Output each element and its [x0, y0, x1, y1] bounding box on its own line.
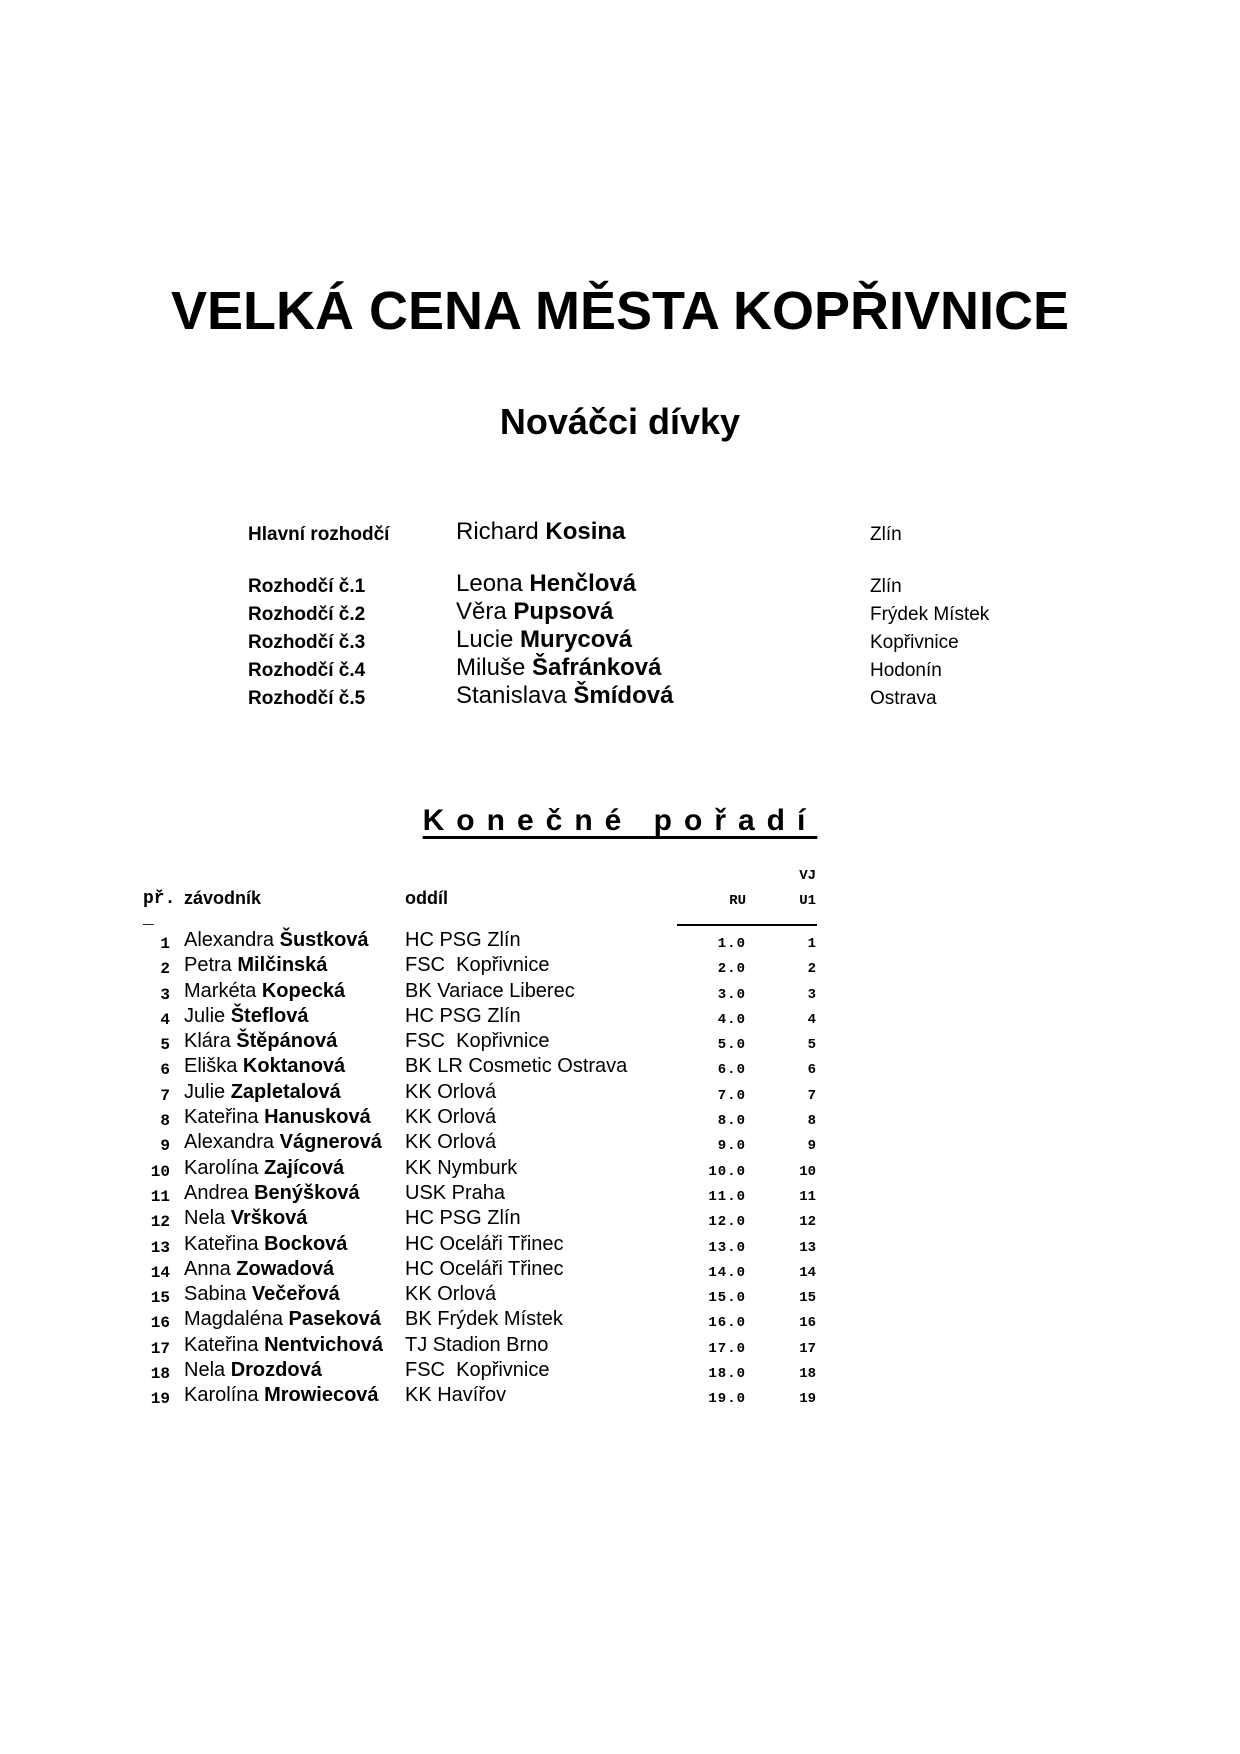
- ru-cell: 6.0: [717, 1062, 746, 1079]
- competitor-cell: [184, 1233, 347, 1256]
- vj-cell: 15: [799, 1290, 816, 1307]
- rank-cell: 12: [150, 1213, 170, 1232]
- judge-name: [456, 626, 632, 654]
- judge-last-name: Šmídová: [573, 682, 674, 709]
- vj-cell: 3: [807, 986, 816, 1003]
- competitor-cell: [184, 1081, 341, 1104]
- ru-cell: 4.0: [717, 1011, 746, 1028]
- judge-city: Zlín: [870, 576, 902, 597]
- club-cell: KK Orlová: [405, 1283, 497, 1306]
- column-header-rank: př.: [143, 889, 176, 909]
- ru-cell: 12.0: [708, 1214, 746, 1231]
- rank-cell: 8: [160, 1112, 170, 1131]
- club-cell: BK LR Cosmetic Ostrava: [405, 1055, 628, 1078]
- results-heading: [360, 801, 880, 841]
- rank-cell: 4: [160, 1010, 170, 1029]
- club-cell: KK Nymburk: [405, 1156, 518, 1179]
- club-cell: KK Orlová: [405, 1080, 497, 1103]
- vj-cell: 6: [807, 1062, 816, 1079]
- judge-first-name: Věra: [456, 598, 507, 625]
- rank-cell: 3: [160, 985, 170, 1004]
- club-cell: BK Frýdek Místek: [405, 1308, 563, 1331]
- competitor-cell: [184, 1258, 334, 1281]
- results-heading-text: Konečné pořadí: [422, 804, 818, 837]
- judge-city: Kopřivnice: [870, 632, 959, 653]
- judge-city: Zlín: [870, 524, 902, 545]
- rank-cell: 13: [150, 1238, 170, 1257]
- competitor-last-name: Večeřová: [251, 1283, 340, 1306]
- competitor-last-name: Koktanová: [242, 1055, 346, 1078]
- column-header-club: oddíl: [405, 888, 448, 908]
- competitor-cell: [184, 1030, 337, 1053]
- column-header-vj-line1: VJ: [799, 868, 816, 884]
- ru-cell: 2.0: [717, 961, 746, 978]
- judge-city: Hodonín: [870, 660, 942, 681]
- rank-cell: 17: [150, 1339, 170, 1358]
- competitor-last-name: Drozdová: [230, 1359, 322, 1382]
- judge-last-name: Murycová: [520, 626, 633, 653]
- competitor-first-name: Alexandra: [184, 1131, 275, 1154]
- judge-name: [456, 570, 636, 598]
- judge-city: Ostrava: [870, 688, 937, 709]
- ru-cell: 15.0: [708, 1290, 746, 1307]
- competitor-last-name: Šustková: [279, 929, 369, 951]
- club-cell: KK Orlová: [405, 1131, 497, 1154]
- club-cell: FSC Kopřivnice: [405, 954, 550, 977]
- table-row: [140, 1207, 840, 1232]
- judge-last-name: Henčlová: [529, 570, 637, 597]
- rank-cell: 14: [150, 1263, 170, 1282]
- competitor-last-name: Nentvichová: [264, 1333, 383, 1356]
- competitor-cell: [184, 1283, 340, 1306]
- judge-row-4: [248, 655, 1048, 683]
- rank-cell: 11: [150, 1187, 170, 1206]
- judge-row-2: [248, 599, 1048, 627]
- table-row: [140, 1233, 840, 1258]
- competitor-last-name: Šteflová: [230, 1004, 309, 1027]
- club-cell: HC PSG Zlín: [405, 1207, 521, 1230]
- rank-cell: 1: [160, 935, 170, 953]
- ru-cell: 1.0: [717, 936, 746, 952]
- competitor-last-name: Zowadová: [236, 1257, 335, 1280]
- column-header-vj-line2: U1: [799, 893, 816, 909]
- competitor-cell: [184, 980, 345, 1003]
- competitor-last-name: Hanusková: [264, 1106, 371, 1129]
- vj-cell: 17: [799, 1340, 816, 1357]
- table-row: [140, 1359, 840, 1384]
- competitor-last-name: Paseková: [288, 1308, 381, 1331]
- judge-city: Frýdek Místek: [870, 604, 990, 625]
- rank-cell: 5: [160, 1036, 170, 1055]
- competitor-cell: [184, 1005, 309, 1028]
- competitor-cell: [184, 929, 369, 952]
- table-row: [140, 1106, 840, 1131]
- header-underscore: _: [143, 909, 154, 929]
- judge-first-name: Stanislava: [456, 682, 567, 709]
- competitor-first-name: Kateřina: [184, 1106, 259, 1129]
- judge-row-head-referee: [248, 519, 1048, 571]
- competitor-last-name: Zajícová: [264, 1156, 345, 1179]
- judge-last-name: Kosina: [545, 518, 626, 545]
- judge-role: Rozhodčí č.5: [248, 688, 366, 709]
- competitor-first-name: Kateřina: [184, 1333, 259, 1356]
- table-row: [140, 1081, 840, 1106]
- competitor-last-name: Vršková: [230, 1207, 308, 1230]
- column-header-competitor: závodník: [184, 888, 262, 908]
- judge-role: Rozhodčí č.4: [248, 660, 366, 681]
- rank-cell: 6: [160, 1061, 170, 1080]
- ru-cell: 7.0: [717, 1087, 746, 1104]
- column-header-ru: RU: [729, 893, 746, 909]
- competitor-first-name: Kateřina: [184, 1232, 259, 1255]
- table-row: [140, 1157, 840, 1182]
- vj-cell: 7: [807, 1087, 816, 1104]
- club-cell: KK Havířov: [405, 1384, 507, 1407]
- club-cell: HC PSG Zlín: [405, 1004, 521, 1027]
- vj-cell: 19: [799, 1391, 816, 1408]
- judge-last-name: Šafránková: [532, 654, 662, 681]
- competitor-first-name: Klára: [184, 1030, 231, 1053]
- judge-name: [456, 654, 661, 682]
- competitor-last-name: Bocková: [264, 1232, 348, 1255]
- judge-first-name: Leona: [456, 570, 523, 597]
- ru-cell: 11.0: [708, 1188, 746, 1205]
- rank-cell: 10: [150, 1162, 170, 1181]
- ru-cell: 3.0: [717, 986, 746, 1003]
- rank-cell: 2: [160, 960, 170, 979]
- vj-cell: 11: [799, 1188, 816, 1205]
- competitor-first-name: Julie: [184, 1080, 226, 1103]
- competitor-last-name: Vágnerová: [279, 1131, 382, 1154]
- club-cell: TJ Stadion Brno: [405, 1333, 549, 1356]
- competitor-cell: [184, 1334, 383, 1357]
- competitor-cell: [184, 1055, 345, 1078]
- competitor-first-name: Andrea: [184, 1181, 249, 1204]
- vj-cell: 9: [807, 1138, 816, 1155]
- vj-cell: 13: [799, 1239, 816, 1256]
- ru-cell: 5.0: [717, 1037, 746, 1054]
- club-cell: HC PSG Zlín: [405, 929, 521, 951]
- competitor-cell: [184, 1207, 307, 1230]
- table-row: [140, 929, 840, 954]
- judge-role: Hlavní rozhodčí: [248, 524, 390, 545]
- club-cell: USK Praha: [405, 1181, 506, 1204]
- judge-name: [456, 598, 613, 626]
- vj-cell: 14: [799, 1264, 816, 1281]
- table-row: [140, 1030, 840, 1055]
- vj-cell: 4: [807, 1011, 816, 1028]
- competitor-cell: [184, 1182, 360, 1205]
- judge-first-name: Miluše: [456, 654, 526, 681]
- rank-cell: 18: [150, 1365, 170, 1384]
- competitor-first-name: Karolína: [184, 1156, 259, 1179]
- competitor-first-name: Anna: [184, 1257, 231, 1280]
- club-cell: HC Oceláři Třinec: [405, 1257, 564, 1280]
- club-cell: KK Orlová: [405, 1106, 497, 1129]
- table-row: [140, 1258, 840, 1283]
- table-row: [140, 1283, 840, 1308]
- table-row: [140, 1005, 840, 1030]
- table-row: [140, 1308, 840, 1333]
- competitor-first-name: Julie: [184, 1004, 226, 1027]
- results-table: [140, 929, 840, 1410]
- judge-last-name: Pupsová: [513, 598, 614, 625]
- judge-role: Rozhodčí č.1: [248, 576, 366, 597]
- club-cell: FSC Kopřivnice: [405, 1030, 550, 1053]
- ru-cell: 9.0: [717, 1138, 746, 1155]
- rank-cell: 16: [150, 1314, 170, 1333]
- category-subtitle: Nováčci dívky: [499, 401, 741, 442]
- judges-panel: [248, 519, 1048, 711]
- club-cell: HC Oceláři Třinec: [405, 1232, 564, 1255]
- judge-row-5: [248, 683, 1048, 711]
- vj-cell: 12: [799, 1214, 816, 1231]
- competitor-first-name: Magdaléna: [184, 1308, 283, 1331]
- competitor-cell: [184, 1308, 381, 1331]
- table-row: [140, 1131, 840, 1156]
- club-cell: BK Variace Liberec: [405, 979, 575, 1002]
- judge-role: Rozhodčí č.3: [248, 632, 366, 653]
- competitor-last-name: Zapletalová: [230, 1080, 341, 1103]
- judge-role: Rozhodčí č.2: [248, 604, 366, 625]
- table-row: [140, 954, 840, 979]
- competitor-cell: [184, 1157, 344, 1180]
- table-row: [140, 1334, 840, 1359]
- vj-cell: 2: [807, 961, 816, 978]
- ru-cell: 10.0: [708, 1163, 746, 1180]
- competitor-cell: [184, 954, 327, 977]
- competitor-last-name: Štěpánová: [236, 1030, 338, 1053]
- competitor-first-name: Alexandra: [184, 929, 275, 951]
- competitor-first-name: Petra: [184, 954, 232, 977]
- club-cell: FSC Kopřivnice: [405, 1359, 550, 1382]
- ru-cell: 8.0: [717, 1113, 746, 1130]
- ru-cell: 18.0: [708, 1366, 746, 1383]
- competitor-first-name: Markéta: [184, 979, 257, 1002]
- table-row: [140, 1384, 840, 1409]
- header-rule: [677, 924, 817, 926]
- vj-cell: 16: [799, 1315, 816, 1332]
- rank-cell: 7: [160, 1086, 170, 1105]
- competitor-first-name: Nela: [184, 1359, 226, 1382]
- ru-cell: 16.0: [708, 1315, 746, 1332]
- vj-cell: 5: [807, 1037, 816, 1054]
- competitor-last-name: Benýšková: [254, 1181, 360, 1204]
- judge-name: [456, 518, 625, 546]
- rank-cell: 15: [150, 1289, 170, 1308]
- vj-cell: 8: [807, 1113, 816, 1130]
- judge-name: [456, 682, 673, 710]
- ru-cell: 17.0: [708, 1340, 746, 1357]
- ru-cell: 14.0: [708, 1264, 746, 1281]
- judge-first-name: Richard: [456, 518, 539, 545]
- table-row: [140, 980, 840, 1005]
- ru-cell: 13.0: [708, 1239, 746, 1256]
- competitor-first-name: Eliška: [184, 1055, 238, 1078]
- competitor-cell: [184, 1359, 322, 1382]
- rank-cell: 9: [160, 1137, 170, 1156]
- table-row: [140, 1055, 840, 1080]
- competitor-last-name: Milčinská: [237, 954, 328, 977]
- judge-row-3: [248, 627, 1048, 655]
- competitor-last-name: Kopecká: [261, 979, 346, 1002]
- page-title: VELKÁ CENA MĚSTA KOPŘIVNICE: [170, 281, 1070, 341]
- vj-cell: 18: [799, 1366, 816, 1383]
- ru-cell: 19.0: [708, 1391, 746, 1408]
- judge-row-1: [248, 571, 1048, 599]
- vj-cell: 1: [807, 936, 816, 952]
- competitor-cell: [184, 1384, 379, 1407]
- competitor-cell: [184, 1131, 382, 1154]
- judge-first-name: Lucie: [456, 626, 514, 653]
- competitor-first-name: Nela: [184, 1207, 226, 1230]
- rank-cell: 19: [150, 1390, 170, 1409]
- vj-cell: 10: [799, 1163, 816, 1180]
- competitor-first-name: Sabina: [184, 1283, 247, 1306]
- competitor-first-name: Karolína: [184, 1384, 259, 1407]
- competitor-cell: [184, 1106, 371, 1129]
- competitor-last-name: Mrowiecová: [264, 1384, 379, 1407]
- table-row: [140, 1182, 840, 1207]
